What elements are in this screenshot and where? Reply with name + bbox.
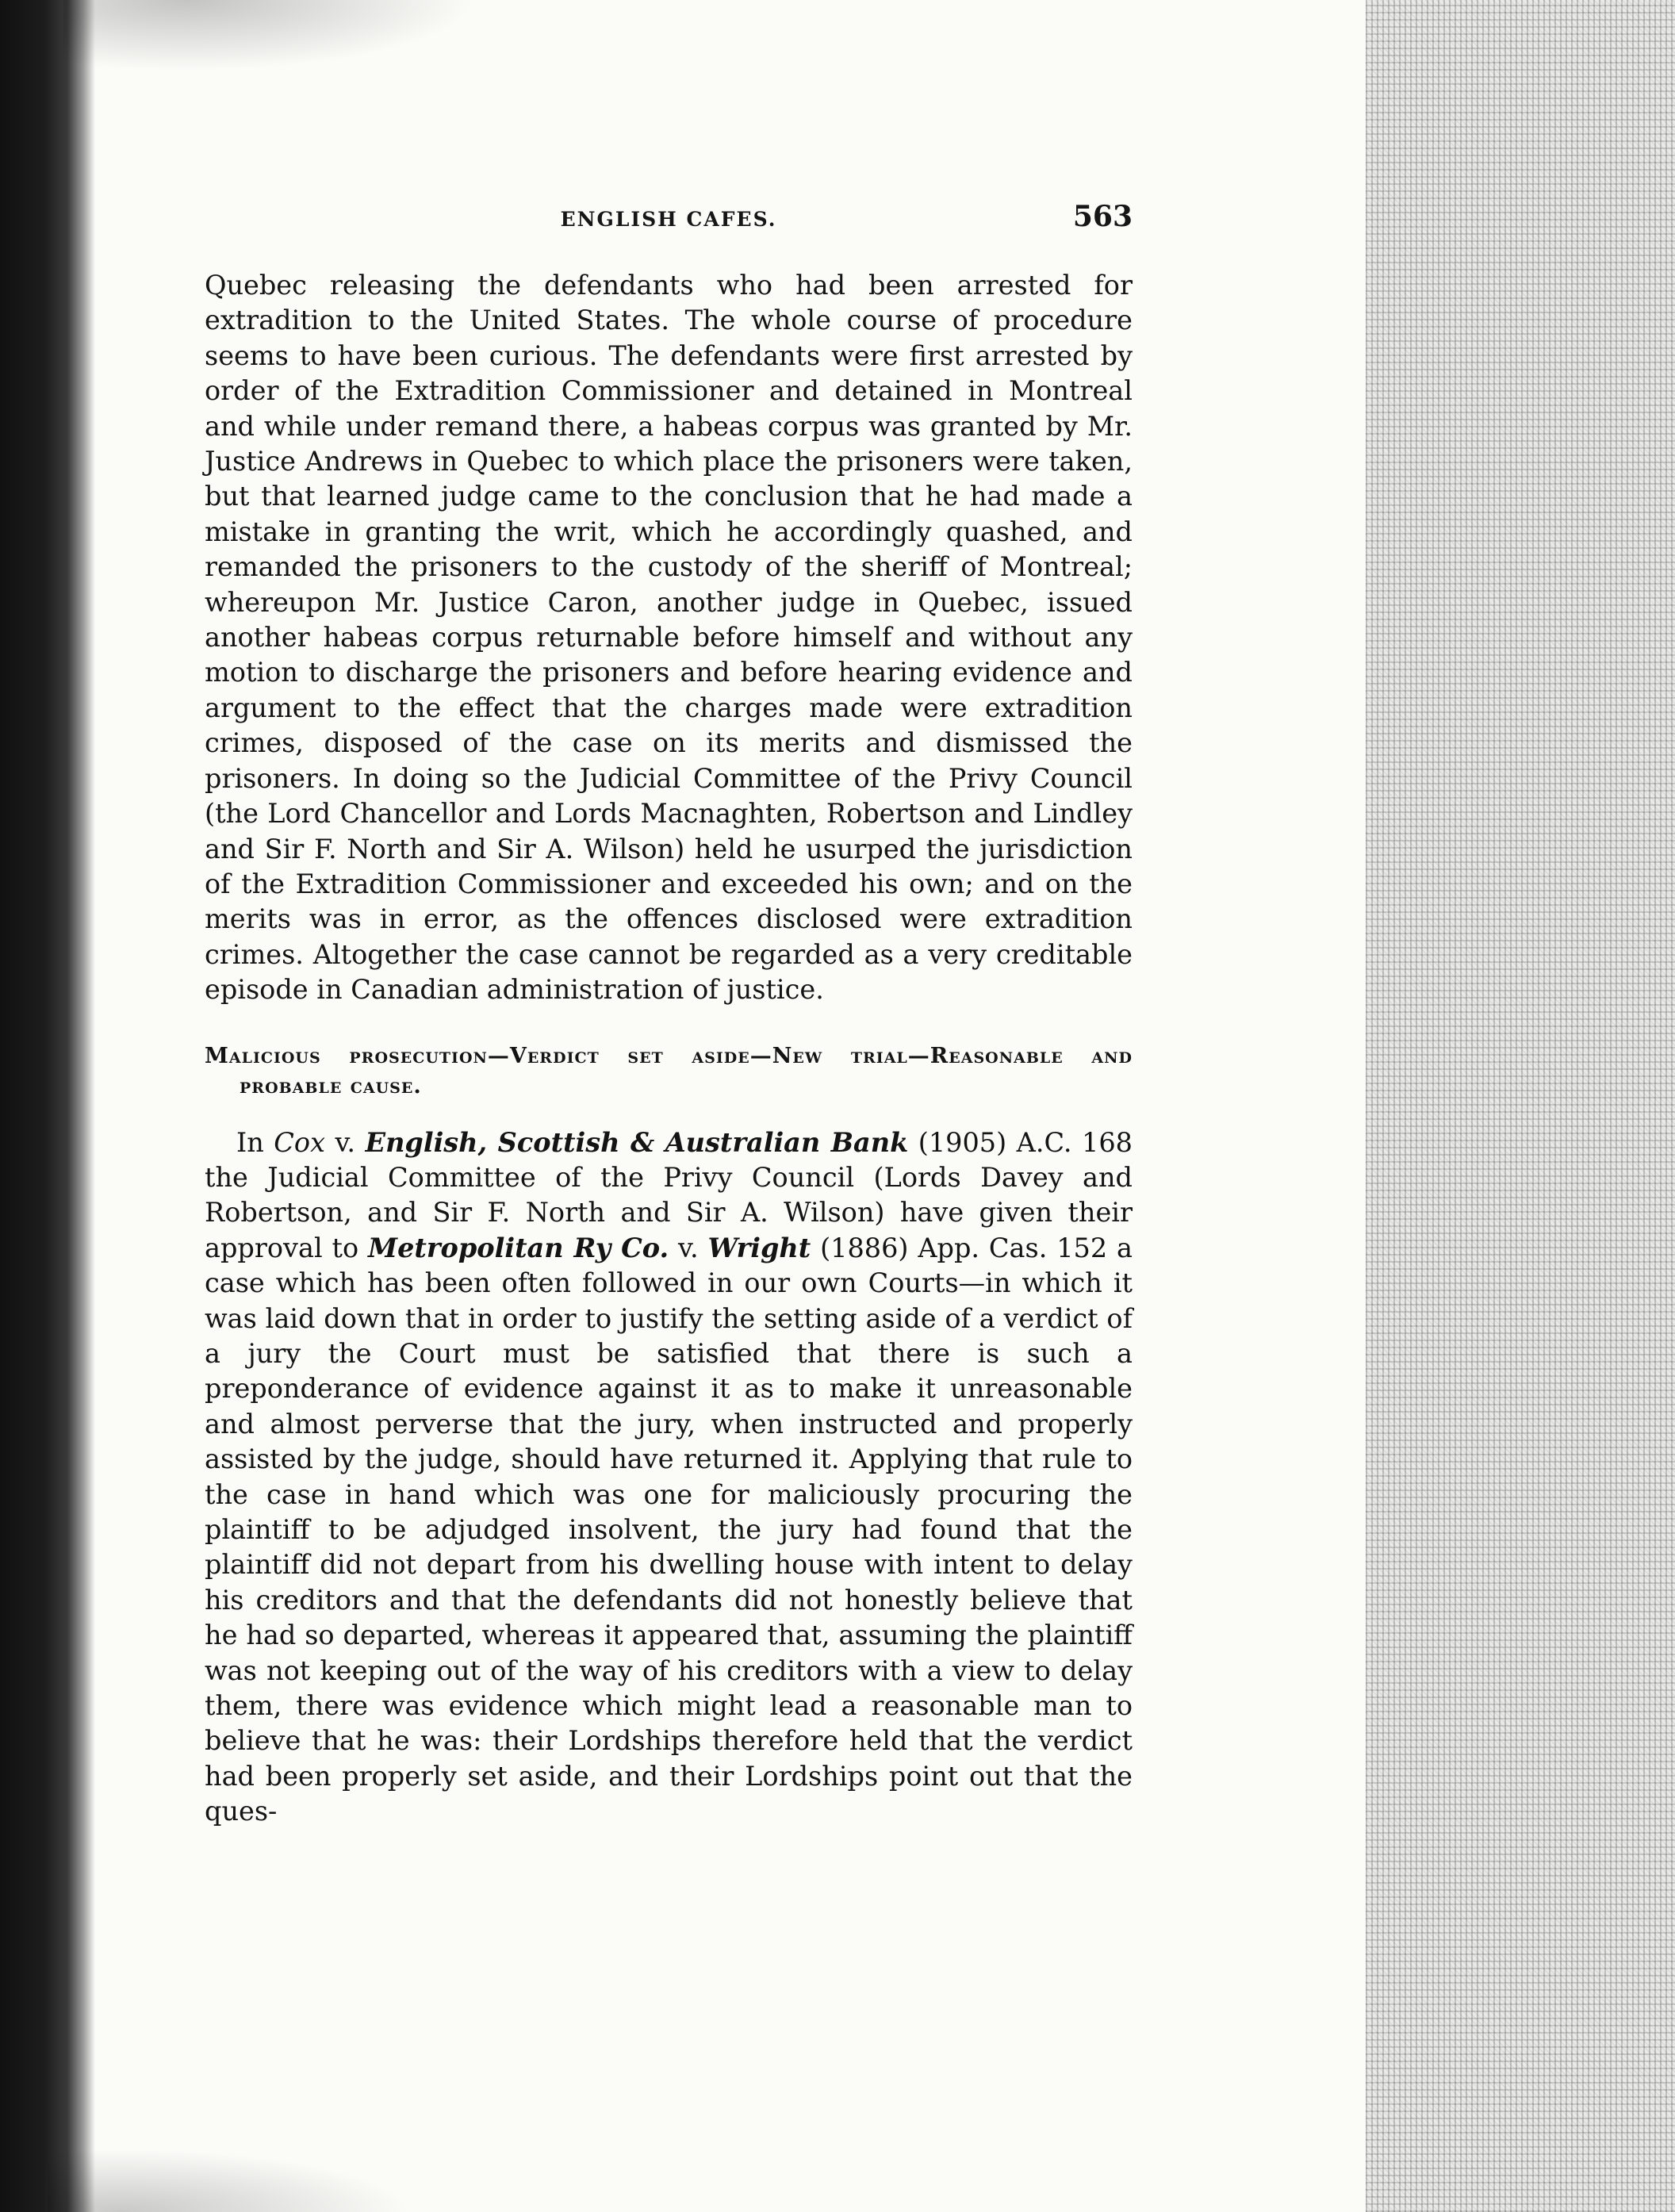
case-name-wright: Wright (707, 1232, 811, 1263)
case-name-bank: English, Scottish & Australian Bank (365, 1126, 909, 1158)
running-head: ENGLISH CAFES. (560, 208, 777, 231)
page-body (205, 268, 1133, 1830)
paragraph-malicious-prosecution (205, 1125, 1133, 1830)
binding-shadow (0, 0, 95, 2212)
case-versus: v. (324, 1126, 366, 1158)
paragraph-middle: (1905) A.C. 168 the Judicial Committee of the Privy Council (Lords Davey and Robertson, and Sir F. North and Sir A. Wilson) have given their approval to (205, 1126, 1133, 1263)
case-name-metropolitan: Metropolitan Ry Co. (368, 1232, 669, 1263)
paragraph-extradition: Quebec releasing the defendants who had been arrested for extradition to the United States. The whole course of procedure seems to have been curious. The defendants were first arrested by order of the Extradition Commissioner and detained in Montreal and while under remand there, a habeas corpus was granted by Mr. Justice Andrews in Quebec to which place the prisoners were taken, but that learned judge came to the conclusion that he had made a mistake in granting the writ, which he accordingly quashed, and remanded the prisoners to the custody of the sheriff of Montreal; whereupon Mr. Justice Caron, another judge in Quebec, issued another habeas corpus returnable before himself and without any motion to discharge the prisoners and before hearing evidence and argument to the effect that the charges made were extradition crimes, disposed of the case on its merits and dismissed the prisoners. In doing so the Judicial Committee of the Privy Council (the Lord Chancellor and Lords Macnaghten, Robertson and Lindley and Sir F. North and Sir A. Wilson) held he usurped the jurisdiction of the Extradition Commissioner and exceeded his own; and on the merits was in error, as the offences disclosed were extradition crimes. Altogether the case cannot be regarded as a very creditable episode in Canadian administration of justice. (205, 270, 1133, 1006)
bottom-scan-smudge (48, 2149, 412, 2212)
page-number: 563 (1072, 200, 1133, 233)
paragraph-rest: (1886) App. Cas. 152 a case which has been often followed in our own Courts—in which it was laid down that in order to justify the setting aside of a verdict of a jury the Court must be satisfied that there is such a preponderance of evidence against it as to make it unreasonable and almost perverse that the jury, when instructed and properly assisted by the judge, should have returned it. Applying that rule to the case in hand which was one for maliciously procuring the plaintiff to be adjudged insolvent, the jury had found that the plaintiff did not depart from his dwelling house with intent to delay his creditors and that the defendants did not honestly believe that he had so departed, whereas it appeared that, assuming the plaintiff was not keeping out of the way of his creditors with a view to delay them, there was evidence which might lead a reasonable man to believe that he was: their Lordships therefore held that the verdict had been properly set aside, and their Lordships point out that the ques- (205, 1232, 1133, 1827)
page-header (205, 200, 1133, 240)
paragraph-prefix: In (236, 1126, 274, 1158)
case-versus-2: v. (669, 1232, 708, 1263)
case-name-cox: Cox (274, 1126, 325, 1158)
section-heading: Malicious prosecution—Verdict set aside—New trial—Reasonable and probable cause. (205, 1043, 1133, 1098)
right-page-edge-noise (1366, 0, 1675, 2212)
top-scan-smudge (63, 0, 476, 71)
